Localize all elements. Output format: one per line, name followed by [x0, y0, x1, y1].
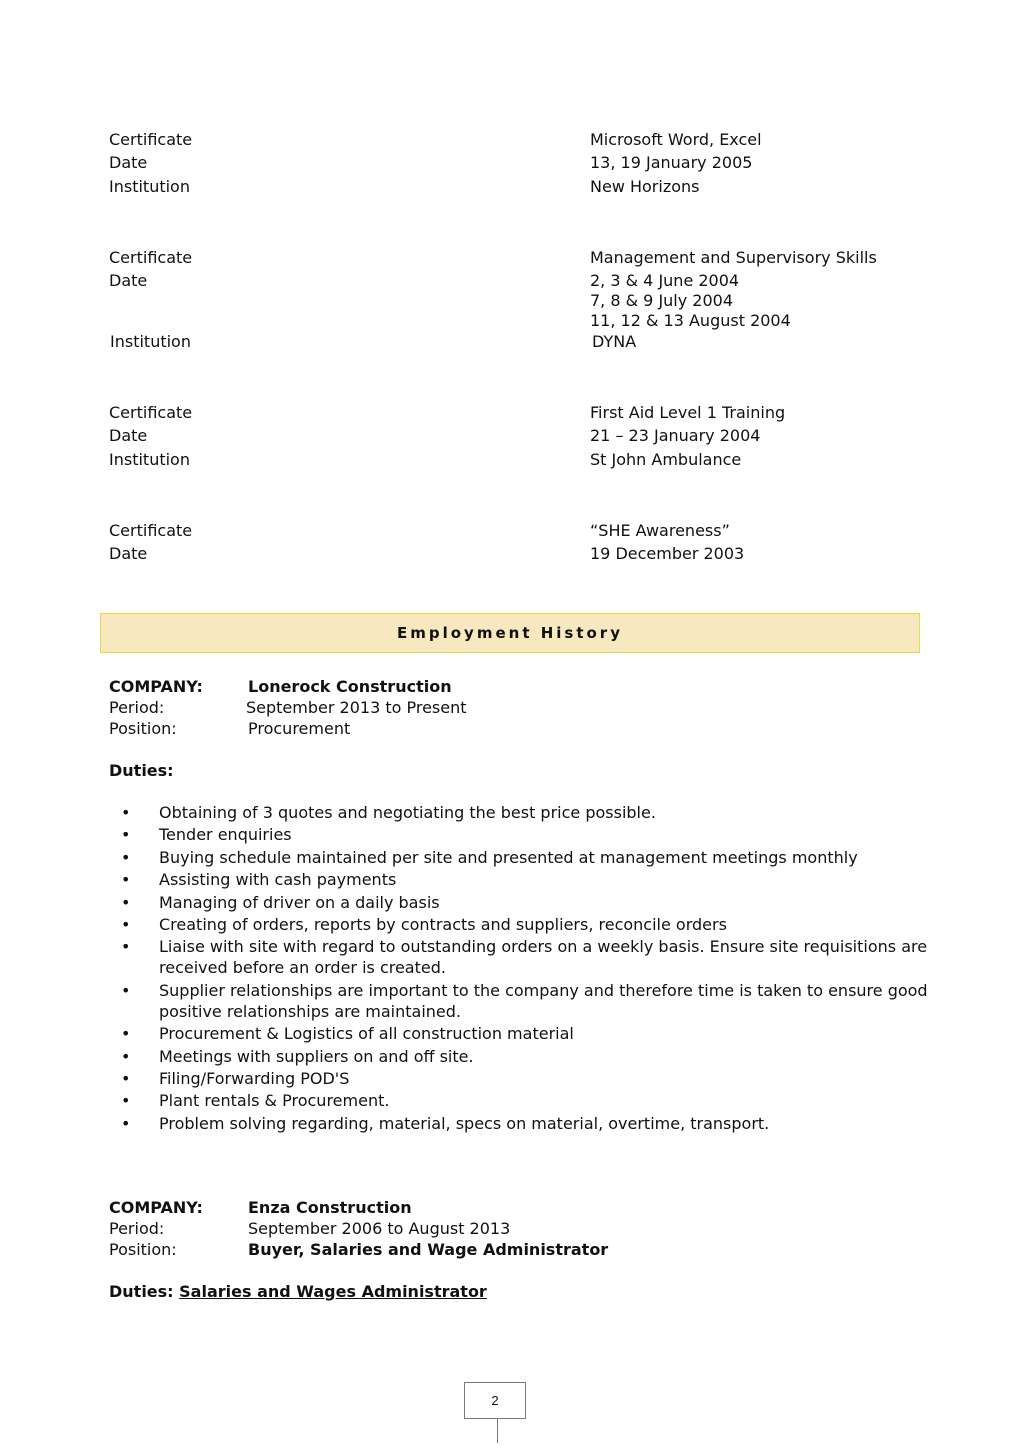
date-value: 21 – 23 January 2004 — [590, 426, 761, 445]
list-item: • Obtaining of 3 quotes and negotiating the best price possible. — [121, 803, 656, 822]
list-item: • Creating of orders, reports by contracts and suppliers, reconcile orders — [121, 914, 727, 934]
list-item: • Managing of driver on a daily basis — [121, 892, 440, 912]
position-value: Procurement — [248, 719, 351, 738]
bullet-icon: • — [121, 892, 131, 912]
institution-label: Institution — [109, 177, 190, 196]
page-number — [464, 1382, 526, 1419]
period-label: Period: — [109, 1219, 165, 1238]
cert-label: Certificate — [109, 521, 193, 540]
institution-label: Institution — [109, 450, 190, 469]
list-item: • Liaise with site with regard to outstanding orders on a weekly basis. Ensure site requisitions are received before an order is created. — [121, 937, 928, 978]
company-label: COMPANY: — [109, 677, 203, 696]
page-number-text: 2 — [491, 1393, 499, 1408]
date-label: Date — [109, 544, 148, 563]
bullet-icon: • — [121, 1091, 131, 1111]
employment-history-banner — [100, 613, 920, 653]
date-value: 2, 3 & 4 June 2004 — [590, 271, 740, 290]
cert-label: Certificate — [109, 403, 193, 422]
bullet-icon: • — [121, 803, 131, 822]
cert-label: Certificate — [109, 248, 193, 267]
company-name: Enza Construction — [248, 1198, 412, 1217]
list-item: • Filing/Forwarding POD'S — [121, 1068, 350, 1088]
list-item: • Procurement & Logistics of all construction material — [121, 1024, 574, 1044]
duties-title: Salaries and Wages Administrator — [179, 1282, 487, 1301]
position-value: Buyer, Salaries and Wage Administrator — [248, 1240, 609, 1259]
bullet-icon: • — [121, 1113, 131, 1133]
bullet-icon: • — [121, 980, 131, 1000]
position-label: Position: — [109, 1240, 177, 1259]
period-value: September 2013 to Present — [246, 698, 467, 717]
duties-heading — [109, 1282, 487, 1301]
bullet-icon: • — [121, 1068, 131, 1088]
cert-value: Management and Supervisory Skills — [590, 248, 877, 267]
cert-label: Certificate — [109, 130, 193, 149]
bullet-icon: • — [121, 937, 131, 957]
cert-value: First Aid Level 1 Training — [590, 403, 786, 422]
page-number-connector — [497, 1419, 498, 1443]
list-item: • Meetings with suppliers on and off site. — [121, 1046, 474, 1066]
list-item: • Supplier relationships are important to the company and therefore time is taken to ensure good positive relationships are maintained. — [121, 980, 928, 1021]
cert-value: “SHE Awareness” — [590, 521, 730, 540]
list-item: • Assisting with cash payments — [121, 870, 397, 890]
duties-label: Duties: — [109, 761, 174, 780]
list-item: • Buying schedule maintained per site and presented at management meetings monthly — [121, 847, 858, 867]
period-value: September 2006 to August 2013 — [248, 1219, 511, 1238]
date-value: 7, 8 & 9 July 2004 — [590, 291, 734, 310]
institution-label: Institution — [110, 332, 191, 351]
date-value: 19 December 2003 — [590, 544, 745, 563]
date-value: 13, 19 January 2005 — [590, 153, 753, 172]
section-title: Employment History — [397, 624, 623, 642]
list-item: • Problem solving regarding, material, specs on material, overtime, transport. — [121, 1113, 770, 1133]
institution-value: DYNA — [592, 332, 637, 351]
company-label: COMPANY: — [109, 1198, 203, 1217]
date-label: Date — [109, 426, 148, 445]
bullet-icon: • — [121, 825, 131, 845]
duties-list — [109, 802, 989, 1135]
period-label: Period: — [109, 698, 165, 717]
cert-value: Microsoft Word, Excel — [590, 130, 762, 149]
bullet-icon: • — [121, 870, 131, 890]
institution-value: St John Ambulance — [590, 450, 742, 469]
list-item: • Plant rentals & Procurement. — [121, 1091, 390, 1111]
company-name: Lonerock Construction — [248, 677, 452, 696]
position-label: Position: — [109, 719, 177, 738]
date-label: Date — [109, 271, 148, 290]
list-item: • Tender enquiries — [121, 825, 292, 845]
date-label: Date — [109, 153, 148, 172]
duties-label: Duties: — [109, 1282, 174, 1301]
bullet-icon: • — [121, 914, 131, 934]
date-value: 11, 12 & 13 August 2004 — [590, 311, 791, 330]
bullet-icon: • — [121, 1024, 131, 1044]
institution-value: New Horizons — [590, 177, 700, 196]
bullet-icon: • — [121, 847, 131, 867]
bullet-icon: • — [121, 1046, 131, 1066]
